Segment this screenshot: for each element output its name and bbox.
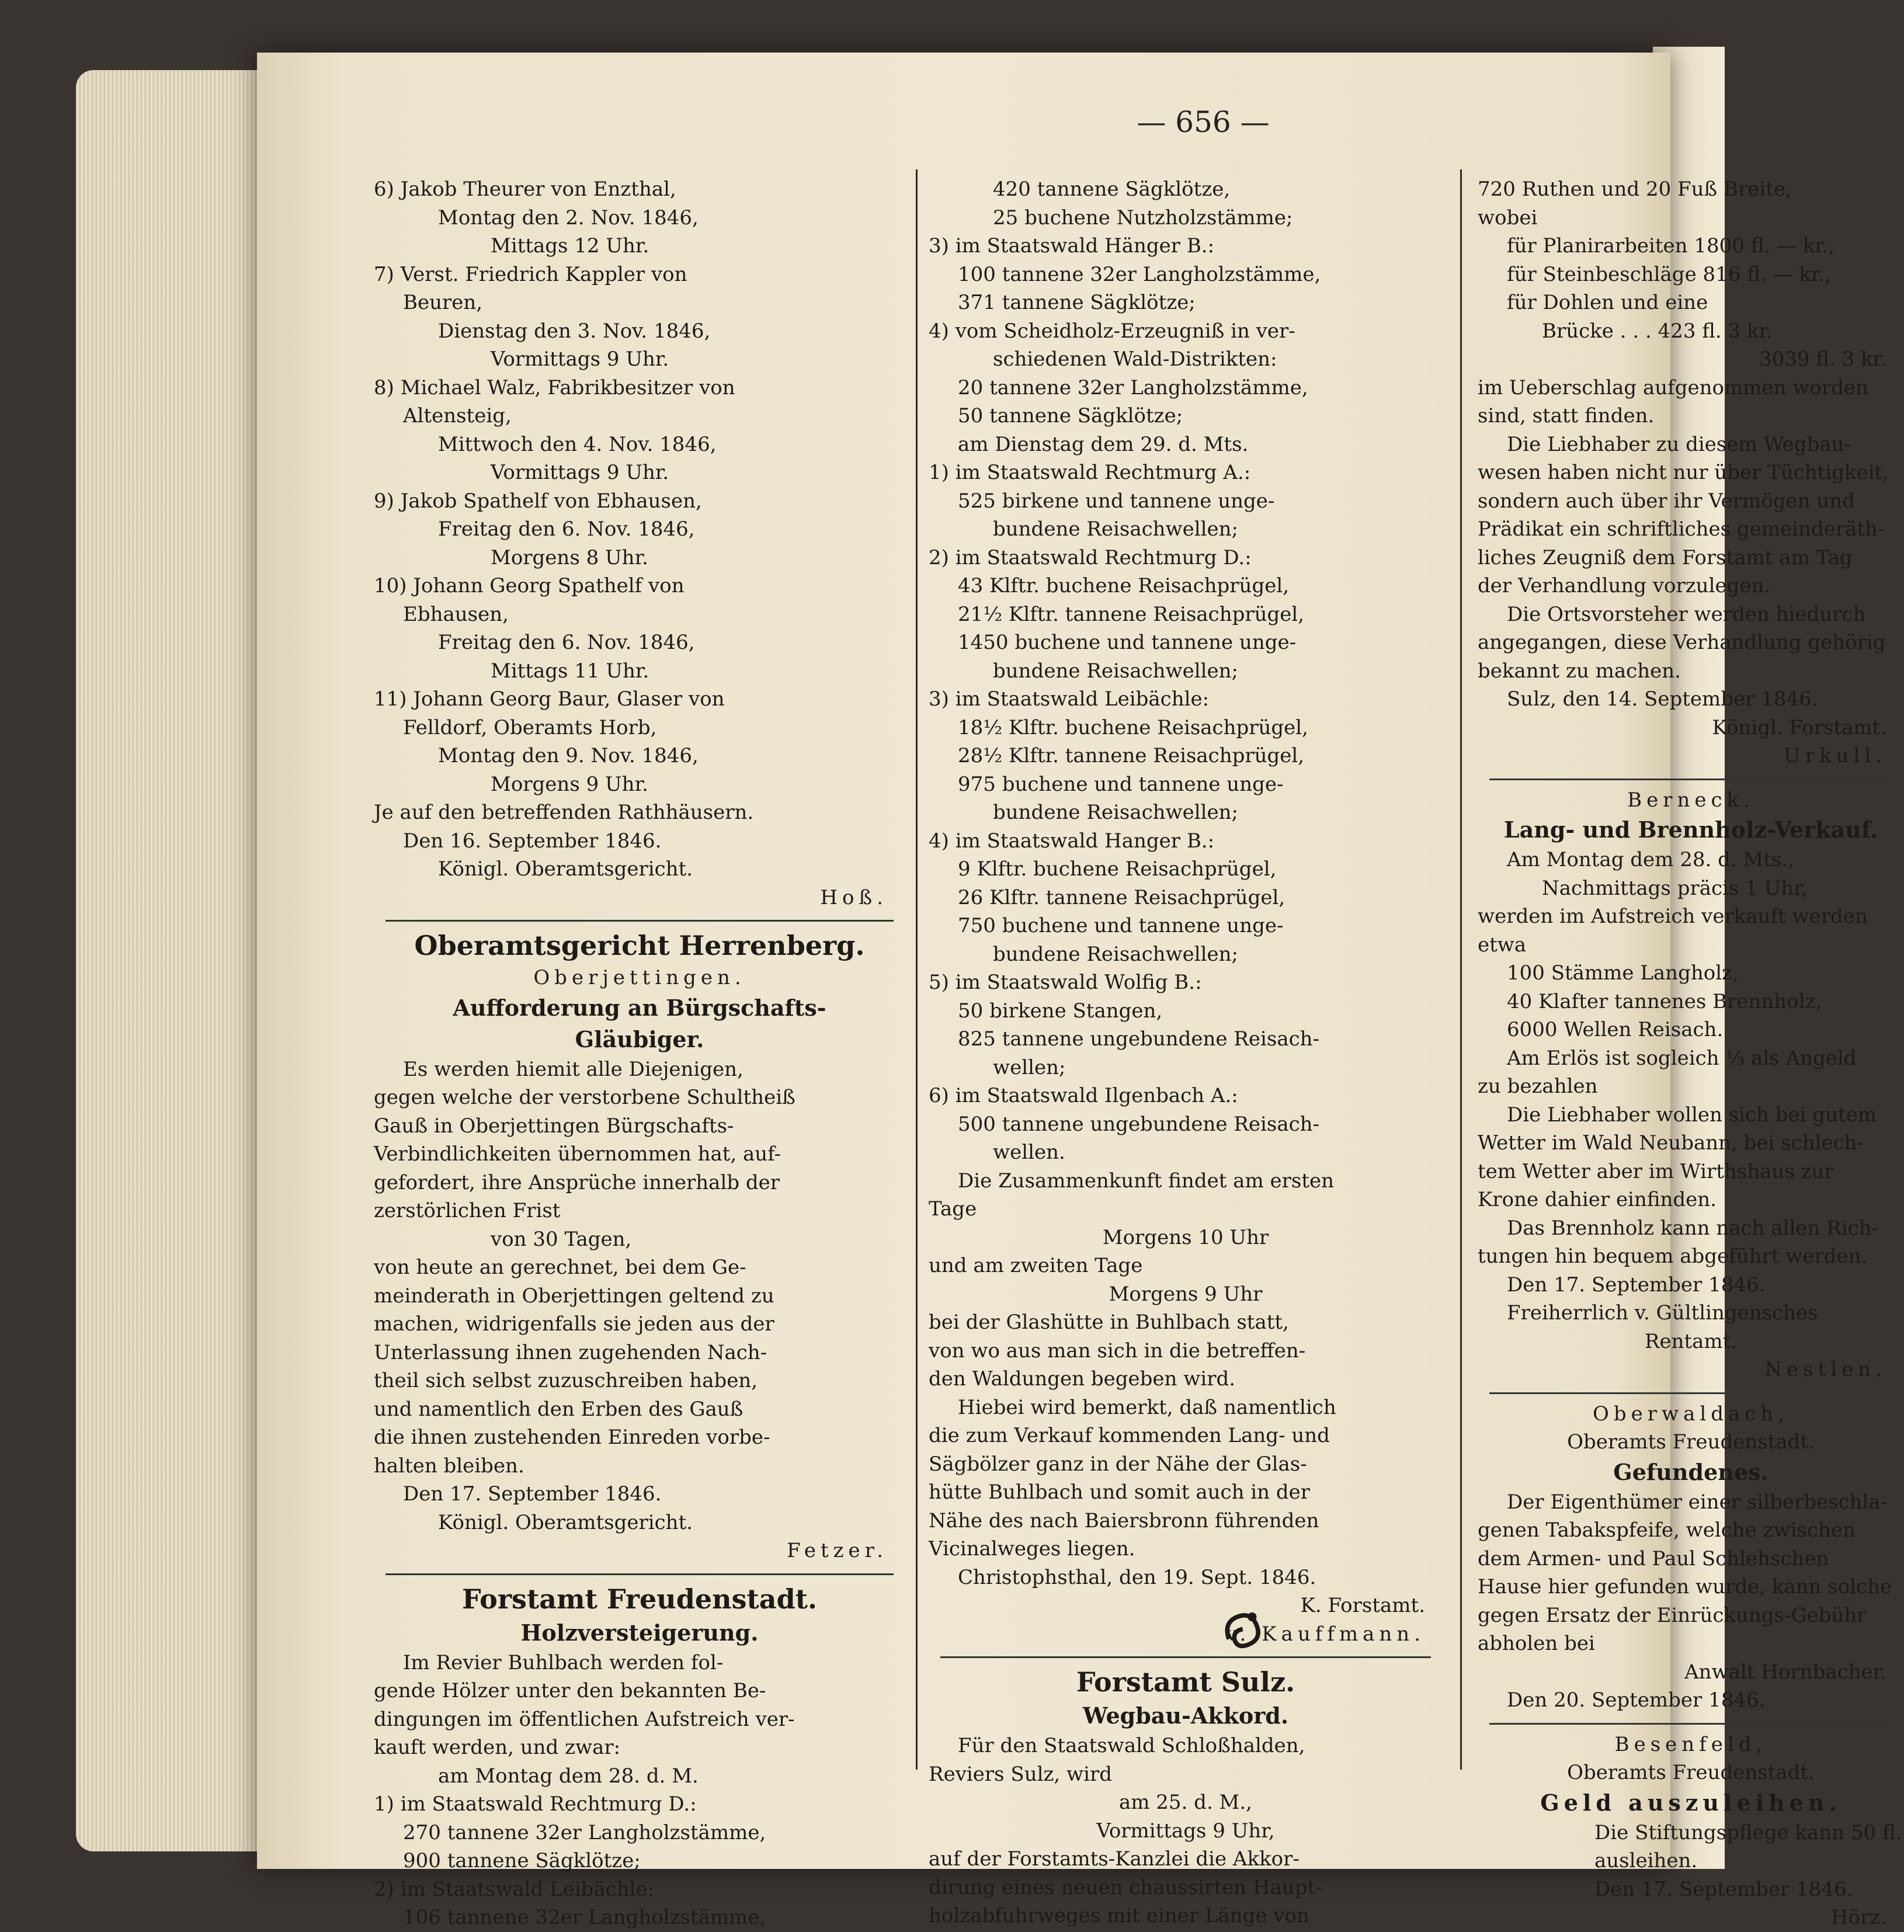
text-line: für Planirarbeiten 1800 fl. — kr., xyxy=(1507,234,1835,258)
text-line: Gauß in Oberjettingen Bürgschafts- xyxy=(374,1114,734,1138)
text-line: Beuren, xyxy=(403,291,483,314)
text-line: Prädikat ein schriftliches gemeinderäth- xyxy=(1478,517,1885,541)
section-rule xyxy=(940,1656,1431,1658)
text-line: zerstörlichen Frist xyxy=(374,1199,561,1222)
text-line: Nähe des nach Baiersbronn führenden xyxy=(929,1509,1319,1533)
text-line: Mittags 11 Uhr. xyxy=(491,659,649,683)
text-line: 975 buchene und tannene unge- xyxy=(958,772,1284,796)
text-line: 750 buchene und tannene unge- xyxy=(958,914,1284,937)
text-line: 11) Johann Georg Baur, Glaser von xyxy=(374,687,725,711)
text-line: 1) im Staatswald Rechtmurg D.: xyxy=(374,1792,697,1816)
text-line: 40 Klafter tannenes Brennholz, xyxy=(1507,989,1822,1013)
text-line: Morgens 8 Uhr. xyxy=(491,545,648,569)
text-line: Fetzer. xyxy=(787,1539,888,1562)
text-line: und namentlich den Erben des Gauß xyxy=(374,1397,743,1421)
text-line: Mittags 12 Uhr. xyxy=(491,234,649,258)
text-line: 3) im Staatswald Leibächle: xyxy=(929,687,1210,711)
text-line: wesen haben nicht nur über Tüchtigkeit, xyxy=(1478,461,1889,484)
text-line: liches Zeugniß dem Forstamt am Tag xyxy=(1478,545,1853,569)
text-line: auf der Forstamts-Kanzlei die Akkor- xyxy=(929,1847,1300,1871)
text-line: von heute an gerechnet, bei dem Ge- xyxy=(374,1256,746,1279)
text-line: Vormittags 9 Uhr, xyxy=(1096,1819,1275,1843)
text-line: Vormittags 9 Uhr. xyxy=(491,461,669,484)
text-line: für Steinbeschläge 816 fl. — kr., xyxy=(1507,262,1832,286)
text-line: Oberwaldach, xyxy=(1592,1402,1790,1426)
text-line: Unterlassung ihnen zugehenden Nach- xyxy=(374,1340,767,1364)
book-page-edges xyxy=(76,70,286,1851)
section-title: Forstamt Freudenstadt. xyxy=(462,1583,817,1615)
text-line: Für den Staatswald Schloßhalden, xyxy=(958,1734,1305,1757)
text-line: Den 17. September 1846. xyxy=(1594,1877,1853,1901)
text-line: den Waldungen begeben wird. xyxy=(929,1367,1236,1391)
text-line: von wo aus man sich in die betreffen- xyxy=(929,1339,1306,1363)
text-line: Besenfeld, xyxy=(1614,1732,1767,1756)
text-line: bundene Reisachwellen; xyxy=(993,517,1238,541)
section-subtitle: Aufforderung an Bürgschafts- xyxy=(453,994,826,1021)
text-line: Freitag den 6. Nov. 1846, xyxy=(438,517,695,541)
section-subtitle: Geld auszuleihen. xyxy=(1540,1789,1842,1816)
text-line: Hause hier gefunden wurde, kann solche xyxy=(1478,1575,1892,1599)
text-line: Anwalt Hornbacher. xyxy=(1684,1660,1886,1684)
text-line: 8) Michael Walz, Fabrikbesitzer von xyxy=(374,376,735,399)
text-line: bundene Reisachwellen; xyxy=(993,942,1238,966)
text-line: gegen Ersatz der Einrückungs-Gebühr xyxy=(1478,1603,1867,1627)
section-rule xyxy=(1489,779,1892,780)
text-line: 43 Klftr. buchene Reisachprügel, xyxy=(958,574,1290,597)
text-line: Es werden hiemit alle Diejenigen, xyxy=(403,1057,743,1081)
text-line: 50 birkene Stangen, xyxy=(958,999,1163,1023)
text-line: halten bleiben. xyxy=(374,1454,524,1478)
text-line: 100 Stämme Langholz, xyxy=(1507,961,1739,985)
text-line: 500 tannene ungebundene Reisach- xyxy=(958,1112,1320,1136)
printers-ornament-icon xyxy=(1218,1600,1273,1656)
text-line: Oberamts Freudenstadt. xyxy=(1567,1430,1815,1454)
text-line: machen, widrigenfalls sie jeden aus der xyxy=(374,1312,774,1336)
text-line: sondern auch über ihr Vermögen und xyxy=(1478,489,1855,513)
text-line: etwa xyxy=(1478,933,1527,957)
text-line: Die Stiftungspflege kann 50 fl. xyxy=(1594,1820,1902,1844)
text-line: angegangen, diese Verhandlung gehörig xyxy=(1478,631,1886,654)
text-line: 3) im Staatswald Hänger B.: xyxy=(929,234,1215,258)
text-line: gegen welche der verstorbene Schultheiß xyxy=(374,1086,795,1109)
section-title: Oberamtsgericht Herrenberg. xyxy=(414,930,865,961)
text-line: von 30 Tagen, xyxy=(491,1227,632,1251)
text-line: Die Ortsvorsteher werden hiedurch xyxy=(1507,602,1866,626)
text-line: Am Erlös ist sogleich ⅓ als Angeld xyxy=(1507,1046,1857,1070)
text-line: Königl. Oberamtsgericht. xyxy=(438,857,693,881)
text-line: gende Hölzer unter den bekannten Be- xyxy=(374,1679,766,1702)
text-line: für Dohlen und eine xyxy=(1507,291,1708,314)
text-line: der Verhandlung vorzulegen. xyxy=(1478,574,1771,597)
text-line: 25 buchene Nutzholzstämme; xyxy=(993,206,1293,230)
newspaper-page xyxy=(257,53,1902,1929)
text-line: 1) im Staatswald Rechtmurg A.: xyxy=(929,461,1251,484)
text-line: 420 tannene Sägklötze, xyxy=(993,178,1231,201)
text-line: abholen bei xyxy=(1478,1632,1595,1655)
text-line: 825 tannene ungebundene Reisach- xyxy=(958,1027,1320,1051)
text-line: Tage xyxy=(929,1197,977,1221)
text-line: bei der Glashütte in Buhlbach statt, xyxy=(929,1311,1289,1334)
column-middle xyxy=(929,175,1443,1930)
text-line: Am Montag dem 28. d. Mts., xyxy=(1507,848,1795,871)
text-line: am 25. d. M., xyxy=(1118,1791,1252,1814)
text-line: 6000 Wellen Reisach. xyxy=(1507,1018,1724,1041)
text-line: Rentamt. xyxy=(1644,1329,1738,1353)
text-line: und am zweiten Tage xyxy=(929,1254,1143,1277)
text-line: Die Liebhaber wollen sich bei gutem xyxy=(1507,1103,1877,1127)
text-line: Den 16. September 1846. xyxy=(403,829,662,853)
text-line: die zum Verkauf kommenden Lang- und xyxy=(929,1424,1330,1447)
text-line: ausleihen. xyxy=(1594,1849,1698,1872)
text-line: dem Armen- und Paul Schlehschen xyxy=(1478,1547,1829,1570)
text-line: bundene Reisachwellen; xyxy=(993,801,1238,824)
text-line: Hiebei wird bemerkt, daß namentlich xyxy=(958,1395,1336,1419)
text-line: Vormittags 9 Uhr. xyxy=(491,348,669,371)
column-left xyxy=(374,175,905,1932)
text-line: 720 Ruthen und 20 Fuß Breite, xyxy=(1478,178,1792,201)
text-line: wellen; xyxy=(993,1055,1066,1079)
text-line: K. Forstamt. xyxy=(1300,1594,1425,1617)
text-line: 50 tannene Sägklötze; xyxy=(958,404,1183,428)
text-line: werden im Aufstreich verkauft werden xyxy=(1478,905,1868,928)
text-line: 7) Verst. Friedrich Kappler von xyxy=(374,262,687,286)
text-line: holzabfuhrweges mit einer Länge von xyxy=(929,1904,1309,1927)
text-line: 100 tannene 32er Langholzstämme, xyxy=(958,262,1321,286)
text-line: 10) Johann Georg Spathelf von xyxy=(374,574,685,597)
text-line: Oberamts Freudenstadt. xyxy=(1567,1761,1815,1784)
text-line: Brücke . . . 423 fl. 3 kr. xyxy=(1542,319,1773,343)
text-line: Felldorf, Oberamts Horb, xyxy=(403,715,657,739)
text-line: 9) Jakob Spathelf von Ebhausen, xyxy=(374,489,702,513)
text-line: Nachmittags präcis 1 Uhr, xyxy=(1542,876,1808,900)
text-line: 900 tannene Sägklötze; xyxy=(403,1849,641,1872)
text-line: Urkull. xyxy=(1784,744,1886,767)
text-line: 20 tannene 32er Langholzstämme, xyxy=(958,376,1308,399)
text-line: Den 20. September 1846. xyxy=(1507,1688,1766,1712)
text-line: tem Wetter aber im Wirthshaus zur xyxy=(1478,1159,1834,1183)
text-line: Hörz. xyxy=(1830,1906,1886,1929)
text-line: 4) im Staatswald Hanger B.: xyxy=(929,829,1215,853)
text-line: Die Liebhaber zu diesem Wegbau- xyxy=(1507,432,1851,456)
text-line: 371 tannene Sägklötze; xyxy=(958,291,1196,314)
text-line: 18½ Klftr. buchene Reisachprügel, xyxy=(958,715,1308,739)
text-line: 525 birkene und tannene unge- xyxy=(958,489,1275,513)
text-line: Den 17. September 1846. xyxy=(1507,1273,1766,1297)
column-divider-left xyxy=(916,169,918,1770)
text-line: schiedenen Wald-Distrikten: xyxy=(993,348,1277,371)
column-right xyxy=(1478,175,1904,1932)
text-line: Wetter im Wald Neubann, bei schlech- xyxy=(1478,1131,1864,1155)
text-line: am Dienstag dem 29. d. Mts. xyxy=(958,432,1249,456)
section-rule xyxy=(1489,1392,1892,1394)
text-line: Freitag den 6. Nov. 1846, xyxy=(438,631,695,654)
text-line: Das Brennholz kann nach allen Rich- xyxy=(1507,1216,1879,1240)
column-divider-right xyxy=(1460,169,1462,1770)
text-line: 4) vom Scheidholz-Erzeugniß in ver- xyxy=(929,319,1295,343)
text-line: Sägbölzer ganz in der Nähe der Glas- xyxy=(929,1452,1307,1476)
text-line: 3039 fl. 3 kr. xyxy=(1759,348,1886,371)
text-line: 106 tannene 32er Langholzstämme, xyxy=(403,1906,766,1929)
text-line: genen Tabakspfeife, welche zwischen xyxy=(1478,1519,1856,1542)
text-line: 26 Klftr. tannene Reisachprügel, xyxy=(958,885,1285,909)
section-subtitle: Lang- und Brennholz-Verkauf. xyxy=(1503,816,1878,843)
text-line: tungen hin bequem abgeführt werden. xyxy=(1478,1245,1868,1268)
text-line: kauft werden, und zwar: xyxy=(374,1736,621,1759)
text-line: Vicinalweges liegen. xyxy=(929,1537,1135,1561)
text-line: Berneck. xyxy=(1627,788,1754,812)
text-line: Im Revier Buhlbach werden fol- xyxy=(403,1650,724,1674)
text-line: Der Eigenthümer einer silberbeschla- xyxy=(1507,1490,1888,1514)
text-line: v. Kauffmann. xyxy=(1226,1622,1425,1646)
text-line: 2) im Staatswald Leibächle: xyxy=(374,1877,655,1901)
text-line: Reviers Sulz, wird xyxy=(929,1762,1113,1786)
section-subtitle: Wegbau-Akkord. xyxy=(1082,1702,1289,1729)
text-line: Oberjettingen. xyxy=(533,966,746,989)
text-line: wobei xyxy=(1478,206,1538,230)
text-line: im Ueberschlag aufgenommen worden xyxy=(1478,376,1868,399)
text-line: am Montag dem 28. d. M. xyxy=(438,1764,699,1788)
section-rule xyxy=(385,1573,894,1575)
text-line: Hoß. xyxy=(820,885,888,909)
text-line: bundene Reisachwellen; xyxy=(993,659,1238,683)
text-line: Ebhausen, xyxy=(403,602,509,626)
text-line: Königl. Forstamt. xyxy=(1712,715,1886,739)
text-line: Montag den 9. Nov. 1846, xyxy=(438,744,699,767)
text-line: 5) im Staatswald Wolfig B.: xyxy=(929,971,1202,994)
text-line: Verbindlichkeiten übernommen hat, auf- xyxy=(374,1142,781,1166)
text-line: dirung eines neuen chaussirten Haupt- xyxy=(929,1875,1322,1899)
text-line: Morgens 9 Uhr. xyxy=(491,772,648,796)
text-line: 2) im Staatswald Rechtmurg D.: xyxy=(929,545,1252,569)
text-line: 6) Jakob Theurer von Enzthal, xyxy=(374,178,676,201)
text-line: Altensteig, xyxy=(403,404,512,428)
text-line: zu bezahlen xyxy=(1478,1075,1598,1098)
text-line: Montag den 2. Nov. 1846, xyxy=(438,206,699,230)
page-number: — 656 — xyxy=(1137,105,1270,139)
text-line: 9 Klftr. buchene Reisachprügel, xyxy=(958,857,1277,881)
text-line: meinderath in Oberjettingen geltend zu xyxy=(374,1284,774,1308)
text-line: Nestlen. xyxy=(1764,1358,1886,1381)
text-line: Den 17. September 1846. xyxy=(403,1482,662,1506)
text-line: Dienstag den 3. Nov. 1846, xyxy=(438,319,711,343)
text-line: hütte Buhlbach und somit auch in der xyxy=(929,1481,1310,1504)
section-rule xyxy=(1489,1723,1892,1725)
section-subtitle: Gefundenes. xyxy=(1613,1458,1769,1485)
text-line: Freiherrlich v. Gültlingensches xyxy=(1507,1301,1818,1325)
text-line: 270 tannene 32er Langholzstämme, xyxy=(403,1820,766,1844)
text-line: 1450 buchene und tannene unge- xyxy=(958,631,1297,654)
text-line: Königl. Oberamtsgericht. xyxy=(438,1510,693,1534)
section-rule xyxy=(385,920,894,922)
section-title: Forstamt Sulz. xyxy=(1076,1666,1295,1698)
section-subtitle: Gläubiger. xyxy=(575,1026,704,1052)
text-line: Morgens 9 Uhr xyxy=(1109,1282,1263,1306)
text-line: Die Zusammenkunft findet am ersten xyxy=(958,1169,1335,1193)
text-line: Mittwoch den 4. Nov. 1846, xyxy=(438,432,717,456)
text-line: die ihnen zustehenden Einreden vorbe- xyxy=(374,1426,770,1449)
text-line: 28½ Klftr. tannene Reisachprügel, xyxy=(958,744,1305,767)
text-line: gefordert, ihre Ansprüche innerhalb der xyxy=(374,1170,780,1194)
text-line: wellen. xyxy=(993,1141,1065,1164)
text-line: Je auf den betreffenden Rathhäusern. xyxy=(374,801,754,824)
text-line: Christophsthal, den 19. Sept. 1846. xyxy=(958,1565,1316,1589)
text-line: dingungen im öffentlichen Aufstreich ver- xyxy=(374,1707,795,1731)
text-line: theil sich selbst zuzuschreiben haben, xyxy=(374,1369,758,1392)
text-line: Krone dahier einfinden. xyxy=(1478,1188,1717,1211)
section-subtitle: Holzversteigerung. xyxy=(520,1619,759,1646)
text-line: 21½ Klftr. tannene Reisachprügel, xyxy=(958,602,1305,626)
text-line: bekannt zu machen. xyxy=(1478,659,1681,683)
text-line: 6) im Staatswald Ilgenbach A.: xyxy=(929,1084,1238,1107)
text-line: sind, statt finden. xyxy=(1478,404,1655,428)
text-line: Morgens 10 Uhr xyxy=(1102,1225,1269,1249)
text-line: Sulz, den 14. September 1846. xyxy=(1507,687,1818,711)
